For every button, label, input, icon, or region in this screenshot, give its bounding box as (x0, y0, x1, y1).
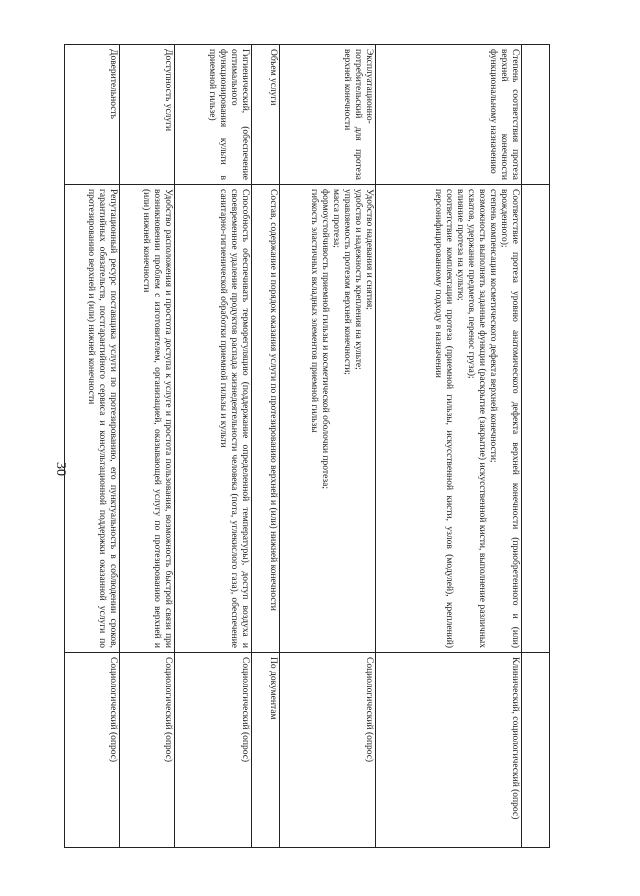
method-text: Социологический (опрос) (363, 657, 374, 763)
criterion-text: Доступность услуги (163, 49, 174, 132)
table-row (65, 45, 120, 848)
criterion-cell (175, 45, 252, 185)
parameter-line: масса протеза; (330, 189, 341, 248)
parameters-cell (120, 185, 175, 653)
criterion-cell (120, 45, 175, 185)
parameter-line: Репутационный ресурс поставщика услуги по протезированию, его пунктуальность в соблюдении сроков, гарантийных обязательств, постгарантийного сервиса и консультационной поддержки оказанной услуги по протезированию верхней и (или) нижней конечности (86, 189, 119, 648)
method-text: Социологический (опрос) (240, 657, 251, 763)
parameter-line: гибкость эластичных вкладных элементов приемной гильзы (308, 189, 319, 433)
table-row (252, 45, 280, 848)
rotated-table-wrapper (64, 44, 550, 847)
table-row-empty-top (521, 45, 549, 848)
criterion-text: Доверительность (108, 49, 119, 119)
parameter-line: Состав, содержание и порядок оказания услуги по протезированию верхней и (или) нижней конечности (268, 189, 279, 611)
criterion-text: Гигиенический, (обеспечение оптимального функционирования культи в приемной гильзе) (207, 49, 251, 180)
method-cell (252, 653, 280, 848)
criterion-cell (65, 45, 120, 185)
criteria-table (64, 44, 550, 848)
method-cell (280, 653, 375, 848)
table-row (375, 45, 521, 848)
method-cell (375, 653, 521, 848)
parameter-line: Удобство расположения и простота доступа к услуге и простота пользования, возможность быстрой связи при возникновении проблем с изготовителем, организацией, оказывающей услугу по протезированию верхней и (или) нижней конечности (141, 189, 174, 648)
method-text: Клинический, социологический (опрос) (509, 657, 520, 820)
parameters-cell (252, 185, 280, 653)
parameters-cell (280, 185, 375, 653)
parameters-cell (375, 185, 521, 653)
parameter-line: степень компенсации косметического дефекта верхней конечности; (487, 189, 498, 463)
parameter-line: Удобство надевания и снятия; (363, 189, 374, 310)
method-text: По документам (268, 657, 279, 720)
parameter-line: Соответствие протеза уровню анатомического дефекта верхней конечности (приобретенного и (или) врожденного); (498, 189, 520, 648)
criterion-cell (375, 45, 521, 185)
criterion-cell (252, 45, 280, 185)
table-row (175, 45, 252, 848)
method-text: Социологический (опрос) (163, 657, 174, 763)
table-row (280, 45, 375, 848)
criterion-text: Степень соответствия протеза верхней конечности функциональному назначению (487, 49, 520, 180)
parameter-line: удобство и надежность крепления на культе; (352, 189, 363, 370)
parameter-line: Способность обеспечивать терморегуляцию (поддержание определенной температуры), доступ воздуха и своевременное удаление продуктов распада жизнедеятельности человека (пота, углекислого газа), обеспечение санитарно-гигиенической обработки приемной гильзы и культи (218, 189, 251, 648)
table-row (120, 45, 175, 848)
parameter-line: формоустойчивость приемной гильзы и косметической оболочки протеза; (319, 189, 330, 489)
criterion-cell (280, 45, 375, 185)
table-cell-empty (521, 653, 549, 848)
method-cell (65, 653, 120, 848)
table-cell-empty (521, 185, 549, 653)
criterion-text: Эксплуатационно-потребительский для протеза верхней конечности (341, 49, 374, 180)
method-cell (120, 653, 175, 848)
page-number: 30 (53, 462, 68, 476)
criterion-text: Объем услуги (268, 49, 279, 106)
parameter-line: влияние протеза на культю; (454, 189, 465, 301)
method-cell (175, 653, 252, 848)
parameters-cell (65, 185, 120, 653)
parameters-cell (175, 185, 252, 653)
parameter-line: соответствие комплектации протеза (приемной гильзы, искусственной кисти, узлов (модулей), креплений) персонифицированному подходу в назначении (432, 189, 454, 648)
parameter-line: возможность выполнять заданные функции (раскрытие (закрытие) искусственной кисти, выполнение различных схватов, удержание предметов, перенос груза); (465, 189, 487, 648)
method-text: Социологический (опрос) (108, 657, 119, 763)
parameter-line: управляемость протезом верхней конечности; (341, 189, 352, 375)
table-cell-empty (521, 45, 549, 185)
